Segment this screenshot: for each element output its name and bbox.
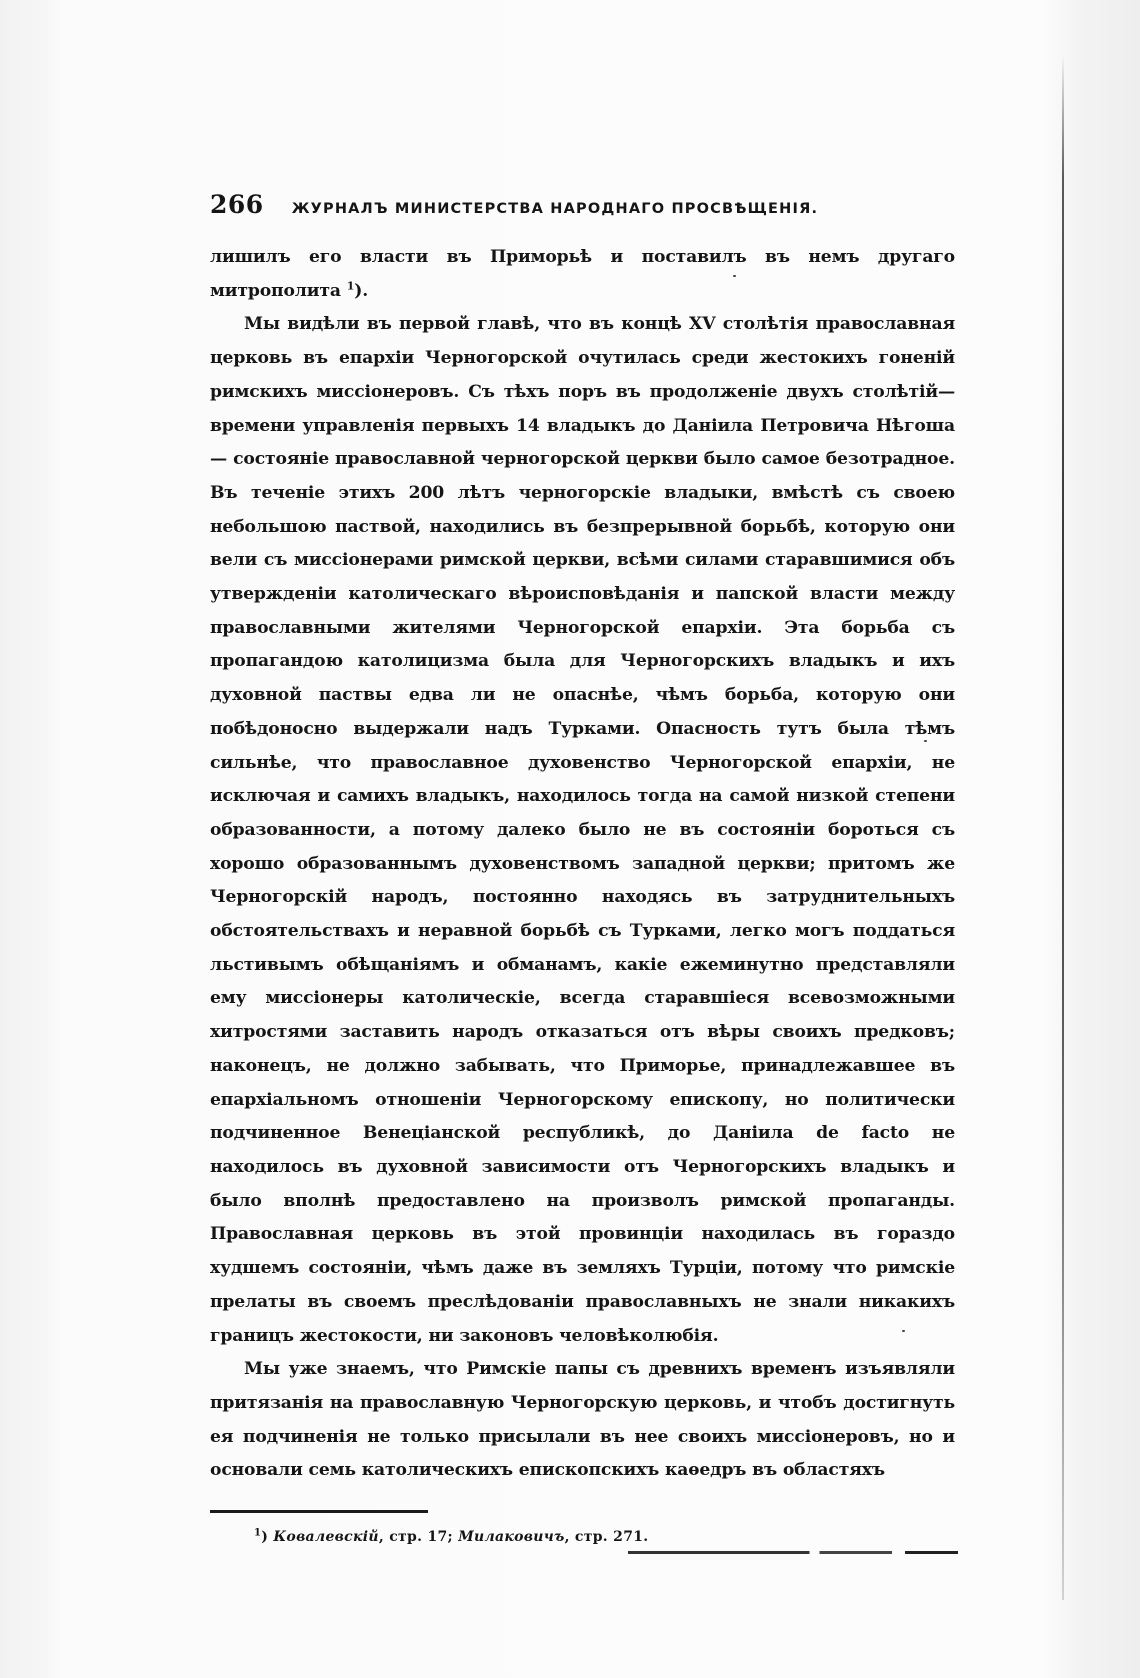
footnote: [210, 1529, 955, 1545]
scan-speck: [924, 740, 927, 742]
paragraph-text: лишилъ его власти въ Приморьѣ и поставилъ въ немъ другаго митрополита: [210, 247, 955, 301]
footnote-reference: 1: [346, 278, 355, 292]
scan-speck: [733, 275, 736, 277]
footnote-mark: 1: [254, 1527, 262, 1539]
footnote-ref-2: , стр. 271.: [564, 1529, 649, 1546]
paragraph-main: Мы видѣли въ первой главѣ, что въ концѣ XV столѣтія православная церковь въ епархіи Черногорской очутилась среди жестокихъ гоненій римскихъ миссіонеровъ. Съ тѣхъ поръ въ продолженіе двухъ столѣтій—времени управленія первыхъ 14 владыкъ до Даніила Петровича Нѣгоша — состояніе православной черногорской церкви было самое безотрадное. Въ теченіе этихъ 200 лѣтъ черногорскіе владыки, вмѣстѣ съ своею небольшою паствой, находились въ безпрерывной борьбѣ, которую они вели съ миссіонерами римской церкви, всѣми силами старавшимися объ утвержденіи католическаго вѣроисповѣданія и папской власти между православными жителями Черногорской епархіи. Эта борьба съ пропагандою католицизма была для Черногорскихъ владыкъ и ихъ духовной паствы едва ли не опаснѣе, чѣмъ борьба, которую они побѣдоносно выдержали надъ Турками. Опасность тутъ была тѣмъ сильнѣе, что православное духовенство Черногорской епархіи, не исключая и самихъ владыкъ, находилось тогда на самой низкой степени образованности, а потому далеко было не въ состояніи бороться съ хорошо образованнымъ духовенствомъ западной церкви; притомъ же Черногорскій народъ, постоянно находясь въ затруднительныхъ обстоятельствахъ и неравной борьбѣ съ Турками, легко могъ поддаться льстивымъ обѣщаніямъ и обманамъ, какіе ежеминутно представляли ему миссіонеры католическіе, всегда старавшіеся всевозможными хитростями заставить народъ отказаться отъ вѣры своихъ предковъ; наконецъ, не должно забывать, что Приморье, принадлежавшее въ епархіальномъ отношеніи Черногорскому епископу, но политически подчиненное Венеціанской республикѣ, до Даніила de facto не находилось въ духовной зависимости отъ Черногорскихъ владыкъ и было вполнѣ предоставлено на произволъ римской пропаганды. Православная церковь въ этой провинціи находилась въ гораздо худшемъ состояніи, чѣмъ даже въ земляхъ Турціи, потому что римскіе прелаты въ своемъ преслѣдованіи православныхъ не знали никакихъ границъ жестокости, ни законовъ человѣколюбія.: [210, 314, 955, 1346]
footnote-author-2: Милаковичъ: [458, 1529, 565, 1546]
page-number: 266: [210, 190, 264, 219]
paragraph-continuation: [210, 241, 955, 308]
footnote-ref-1: , стр. 17;: [378, 1529, 459, 1546]
scan-speck: [902, 1330, 905, 1332]
paragraph-final: Мы уже знаемъ, что Римскіе папы съ древнихъ временъ изъявляли притязанія на православную Черногорскую церковь, и чтобъ достигнуть ея подчиненія не только присылали въ нее своихъ миссіонеровъ, но и основали семь католическихъ епископскихъ каѳедръ въ областяхъ: [210, 1359, 955, 1481]
book-page: [210, 190, 955, 1545]
scan-pen-mark: [628, 1551, 958, 1554]
paragraph-text-end: ).: [354, 280, 369, 301]
footnote-mark-close: ): [261, 1529, 269, 1546]
footnote-author-1: Ковалевскій: [273, 1529, 379, 1546]
journal-title: ЖУРНАЛЪ МИНИСТЕРСТВА НАРОДНАГО ПРОСВѢЩЕНІЯ.: [291, 201, 819, 217]
binding-edge-line: [1062, 55, 1064, 1600]
running-head: [210, 190, 955, 219]
footnote-rule: [210, 1510, 428, 1513]
